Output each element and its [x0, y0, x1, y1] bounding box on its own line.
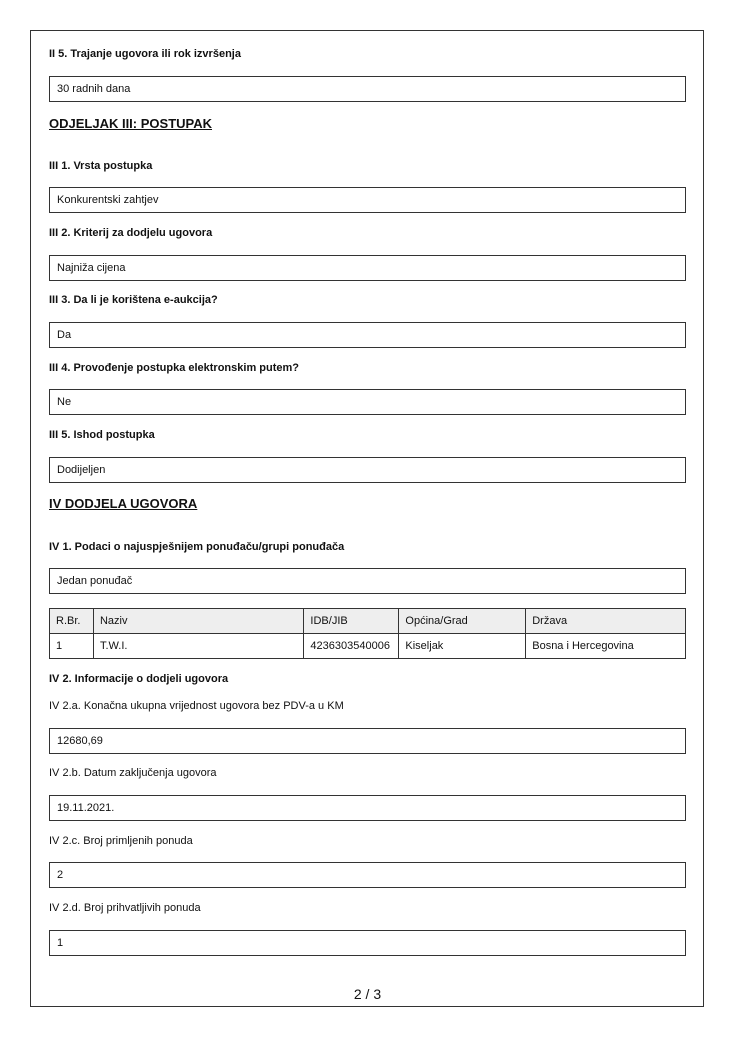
table-header-row	[50, 609, 686, 634]
procedure-type-field: Konkurentski zahtjev	[49, 187, 686, 213]
column-header: Naziv	[93, 609, 303, 634]
page-number: 2 / 3	[353, 986, 382, 1002]
award-info-label: IV 2. Informacije o dodjeli ugovora	[49, 673, 229, 685]
table-cell: Bosna i Hercegovina	[526, 634, 686, 659]
table-cell: 4236303540006	[304, 634, 399, 659]
acceptable-offers-label: IV 2.d. Broj prihvatljivih ponuda	[49, 902, 201, 914]
table-cell: Kiseljak	[399, 634, 526, 659]
duration-label: II 5. Trajanje ugovora ili rok izvršenja	[49, 48, 241, 60]
duration-field: 30 radnih dana	[49, 76, 686, 102]
e-auction-label: III 3. Da li je korištena e-aukcija?	[49, 294, 218, 306]
electronic-procedure-field: Ne	[49, 389, 686, 415]
column-header: R.Br.	[50, 609, 94, 634]
best-bidder-field: Jedan ponuđač	[49, 568, 686, 594]
table-row	[50, 634, 686, 659]
contract-date-field: 19.11.2021.	[49, 795, 686, 821]
e-auction-field: Da	[49, 322, 686, 348]
page-frame	[30, 30, 704, 1007]
received-offers-field: 2	[49, 862, 686, 888]
procedure-outcome-field: Dodijeljen	[49, 457, 686, 483]
procedure-type-label: III 1. Vrsta postupka	[49, 160, 153, 172]
table-cell: 1	[50, 634, 94, 659]
award-criterion-label: III 2. Kriterij za dodjelu ugovora	[49, 227, 213, 239]
contract-date-label: IV 2.b. Datum zaključenja ugovora	[49, 767, 217, 779]
electronic-procedure-label: III 4. Provođenje postupka elektronskim putem?	[49, 362, 300, 374]
contract-value-field: 12680,69	[49, 728, 686, 754]
section-award-title: IV DODJELA UGOVORA	[49, 496, 198, 511]
section-procedure-title: ODJELJAK III: POSTUPAK	[49, 116, 213, 131]
contract-value-label: IV 2.a. Konačna ukupna vrijednost ugovora bez PDV-a u KM	[49, 700, 344, 712]
column-header: IDB/JIB	[304, 609, 399, 634]
bidders-table	[49, 608, 686, 659]
acceptable-offers-field: 1	[49, 930, 686, 956]
table-cell: T.W.I.	[93, 634, 303, 659]
procedure-outcome-label: III 5. Ishod postupka	[49, 429, 155, 441]
best-bidder-label: IV 1. Podaci o najuspješnijem ponuđaču/grupi ponuđača	[49, 541, 345, 553]
award-criterion-field: Najniža cijena	[49, 255, 686, 281]
column-header: Država	[526, 609, 686, 634]
column-header: Općina/Grad	[399, 609, 526, 634]
received-offers-label: IV 2.c. Broj primljenih ponuda	[49, 835, 193, 847]
